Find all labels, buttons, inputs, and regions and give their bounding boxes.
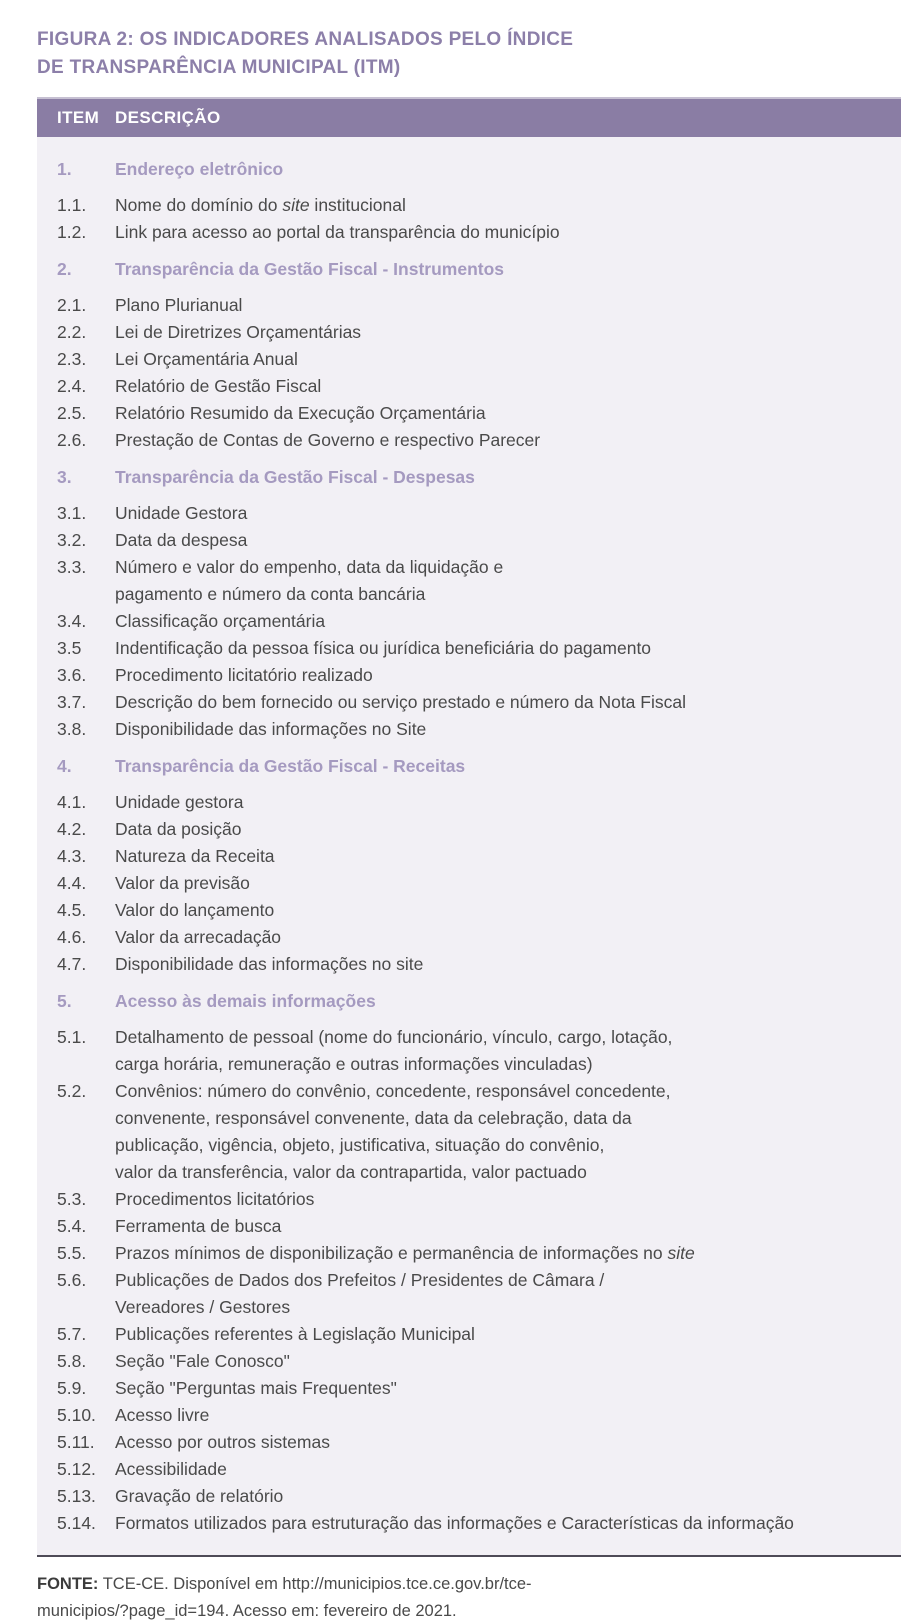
text-fragment: Valor do lançamento bbox=[115, 900, 275, 920]
description-line bbox=[115, 1051, 881, 1078]
text-fragment: Lei de Diretrizes Orçamentárias bbox=[115, 322, 362, 342]
row-description bbox=[115, 608, 881, 635]
column-header-item: ITEM bbox=[57, 108, 100, 127]
description-line bbox=[115, 219, 881, 246]
source-note bbox=[37, 1571, 901, 1623]
row-number: 3.5 bbox=[57, 638, 82, 658]
row-number: 2.4. bbox=[57, 376, 87, 396]
row-number: 5.7. bbox=[57, 1324, 87, 1344]
row-description bbox=[115, 1213, 881, 1240]
row-description bbox=[115, 789, 881, 816]
row-number: 5.13. bbox=[57, 1486, 96, 1506]
row-description bbox=[115, 843, 881, 870]
table-row bbox=[57, 1510, 881, 1537]
row-number: 4.3. bbox=[57, 846, 87, 866]
row-description bbox=[115, 319, 881, 346]
row-number: 1.2. bbox=[57, 222, 87, 242]
source-label: FONTE: bbox=[37, 1575, 99, 1593]
description-line bbox=[115, 1213, 881, 1240]
row-number: 4.7. bbox=[57, 954, 87, 974]
section-title: Acesso às demais informações bbox=[115, 991, 376, 1011]
row-description bbox=[115, 1429, 881, 1456]
table-row bbox=[57, 400, 881, 427]
row-number: 5.8. bbox=[57, 1351, 87, 1371]
section-title: Transparência da Gestão Fiscal - Instrumentos bbox=[115, 259, 505, 279]
text-fragment: Valor da arrecadação bbox=[115, 927, 282, 947]
description-line bbox=[115, 427, 881, 454]
table-row bbox=[57, 924, 881, 951]
description-line bbox=[115, 1456, 881, 1483]
section-heading bbox=[57, 156, 881, 183]
row-description bbox=[115, 897, 881, 924]
row-number: 2.2. bbox=[57, 322, 87, 342]
description-line bbox=[115, 1132, 881, 1159]
text-fragment: Link para acesso ao portal da transparência do município bbox=[115, 222, 560, 242]
table-row bbox=[57, 789, 881, 816]
section-title: Transparência da Gestão Fiscal - Receitas bbox=[115, 756, 466, 776]
text-fragment: institucional bbox=[309, 195, 406, 215]
row-description bbox=[115, 716, 881, 743]
text-fragment: Seção "Fale Conosco" bbox=[115, 1351, 290, 1371]
description-line bbox=[115, 816, 881, 843]
text-fragment: Unidade gestora bbox=[115, 792, 244, 812]
text-fragment: Valor da previsão bbox=[115, 873, 250, 893]
text-fragment: Formatos utilizados para estruturação das informações e Características da informação bbox=[115, 1513, 794, 1533]
description-line bbox=[115, 608, 881, 635]
text-fragment: Vereadores / Gestores bbox=[115, 1297, 291, 1317]
row-description bbox=[115, 1078, 881, 1186]
text-fragment: Número e valor do empenho, data da liquidação e bbox=[115, 557, 504, 577]
table-row bbox=[57, 427, 881, 454]
row-number: 5.4. bbox=[57, 1216, 87, 1236]
description-line bbox=[115, 192, 881, 219]
section-number: 5. bbox=[57, 991, 72, 1011]
row-number: 5.3. bbox=[57, 1189, 87, 1209]
description-line bbox=[115, 500, 881, 527]
row-number: 4.5. bbox=[57, 900, 87, 920]
table-row bbox=[57, 689, 881, 716]
row-description bbox=[115, 924, 881, 951]
description-line bbox=[115, 346, 881, 373]
row-number: 5.1. bbox=[57, 1027, 87, 1047]
row-number: 3.7. bbox=[57, 692, 87, 712]
description-line bbox=[115, 1240, 881, 1267]
row-description bbox=[115, 500, 881, 527]
row-number: 2.1. bbox=[57, 295, 87, 315]
text-fragment: Ferramenta de busca bbox=[115, 1216, 282, 1236]
table-row bbox=[57, 554, 881, 608]
description-line bbox=[115, 1078, 881, 1105]
itm-indicators-table bbox=[37, 97, 901, 1557]
description-line bbox=[115, 1024, 881, 1051]
table-row bbox=[57, 500, 881, 527]
row-number: 2.3. bbox=[57, 349, 87, 369]
row-number: 3.1. bbox=[57, 503, 87, 523]
description-line bbox=[115, 1267, 881, 1294]
text-fragment: Acesso por outros sistemas bbox=[115, 1432, 330, 1452]
row-description bbox=[115, 1024, 881, 1078]
text-fragment: Publicações de Dados dos Prefeitos / Presidentes de Câmara / bbox=[115, 1270, 605, 1290]
table-row bbox=[57, 716, 881, 743]
table-row bbox=[57, 319, 881, 346]
text-fragment: Disponibilidade das informações no site bbox=[115, 954, 424, 974]
description-line bbox=[115, 716, 881, 743]
row-description bbox=[115, 1267, 881, 1321]
text-fragment: Acessibilidade bbox=[115, 1459, 227, 1479]
row-number: 4.6. bbox=[57, 927, 87, 947]
table-row bbox=[57, 1429, 881, 1456]
description-line bbox=[115, 662, 881, 689]
row-number: 3.6. bbox=[57, 665, 87, 685]
description-line bbox=[115, 1159, 881, 1186]
table-row bbox=[57, 219, 881, 246]
text-fragment: Procedimentos licitatórios bbox=[115, 1189, 315, 1209]
text-fragment: Seção "Perguntas mais Frequentes" bbox=[115, 1378, 397, 1398]
description-line bbox=[115, 897, 881, 924]
text-fragment: Data da despesa bbox=[115, 530, 248, 550]
row-number: 5.2. bbox=[57, 1081, 87, 1101]
row-description bbox=[115, 689, 881, 716]
section-heading bbox=[57, 256, 881, 283]
description-line bbox=[115, 1402, 881, 1429]
text-fragment: convenente, responsável convenente, data da celebração, data da bbox=[115, 1108, 632, 1128]
table-body bbox=[37, 137, 901, 1557]
table-row bbox=[57, 527, 881, 554]
table-row bbox=[57, 1078, 881, 1186]
figure-title bbox=[37, 26, 901, 81]
row-description bbox=[115, 1402, 881, 1429]
row-number: 5.11. bbox=[57, 1432, 95, 1452]
text-fragment: Convênios: número do convênio, concedente, responsável concedente, bbox=[115, 1081, 671, 1101]
row-description bbox=[115, 662, 881, 689]
row-number: 4.1. bbox=[57, 792, 87, 812]
description-line bbox=[115, 635, 881, 662]
section-number: 2. bbox=[57, 259, 72, 279]
description-line bbox=[115, 400, 881, 427]
source-line2: municipios/?page_id=194. Acesso em: fevereiro de 2021. bbox=[37, 1602, 457, 1620]
section-title: Transparência da Gestão Fiscal - Despesas bbox=[115, 467, 475, 487]
text-fragment: Nome do domínio do bbox=[115, 195, 283, 215]
description-line bbox=[115, 1510, 881, 1537]
description-line bbox=[115, 1294, 881, 1321]
row-number: 2.5. bbox=[57, 403, 87, 423]
description-line bbox=[115, 581, 881, 608]
row-number: 5.6. bbox=[57, 1270, 87, 1290]
figure-title-line1: FIGURA 2: OS INDICADORES ANALISADOS PELO ÍNDICE bbox=[37, 29, 574, 50]
text-fragment: Relatório Resumido da Execução Orçamentária bbox=[115, 403, 486, 423]
row-description bbox=[115, 400, 881, 427]
text-fragment: valor da transferência, valor da contrapartida, valor pactuado bbox=[115, 1162, 587, 1182]
description-line bbox=[115, 1348, 881, 1375]
text-fragment: Gravação de relatório bbox=[115, 1486, 284, 1506]
text-fragment: carga horária, remuneração e outras informações vinculadas) bbox=[115, 1054, 593, 1074]
description-line bbox=[115, 1321, 881, 1348]
row-description bbox=[115, 292, 881, 319]
row-description bbox=[115, 554, 881, 608]
table-row bbox=[57, 346, 881, 373]
table-row bbox=[57, 1213, 881, 1240]
text-fragment: Data da posição bbox=[115, 819, 242, 839]
row-description bbox=[115, 816, 881, 843]
table-row bbox=[57, 1267, 881, 1321]
table-row bbox=[57, 951, 881, 978]
row-number: 3.3. bbox=[57, 557, 87, 577]
table-row bbox=[57, 1348, 881, 1375]
table-row bbox=[57, 870, 881, 897]
section-number: 4. bbox=[57, 756, 72, 776]
row-number: 5.14. bbox=[57, 1513, 96, 1533]
italic-text: site bbox=[282, 195, 310, 215]
text-fragment: Detalhamento de pessoal (nome do funcionário, vínculo, cargo, lotação, bbox=[115, 1027, 673, 1047]
source-line1: TCE-CE. Disponível em http://municipios.tce.ce.gov.br/tce- bbox=[98, 1575, 532, 1593]
table-row bbox=[57, 292, 881, 319]
description-line bbox=[115, 292, 881, 319]
row-number: 3.4. bbox=[57, 611, 87, 631]
text-fragment: Unidade Gestora bbox=[115, 503, 248, 523]
section-number: 3. bbox=[57, 467, 72, 487]
description-line bbox=[115, 951, 881, 978]
figure-title-line2: DE TRANSPARÊNCIA MUNICIPAL (ITM) bbox=[37, 56, 401, 78]
row-description bbox=[115, 427, 881, 454]
row-number: 4.4. bbox=[57, 873, 87, 893]
text-fragment: Acesso livre bbox=[115, 1405, 210, 1425]
description-line bbox=[115, 843, 881, 870]
section-title: Endereço eletrônico bbox=[115, 159, 284, 179]
description-line bbox=[115, 1483, 881, 1510]
row-number: 5.12. bbox=[57, 1459, 96, 1479]
row-description bbox=[115, 1456, 881, 1483]
column-header-description: DESCRIÇÃO bbox=[115, 108, 221, 127]
section-number: 1. bbox=[57, 159, 72, 179]
text-fragment: pagamento e número da conta bancária bbox=[115, 584, 426, 604]
description-line bbox=[115, 1105, 881, 1132]
table-row bbox=[57, 608, 881, 635]
row-number: 5.10. bbox=[57, 1405, 96, 1425]
row-description bbox=[115, 1186, 881, 1213]
row-description bbox=[115, 1240, 881, 1267]
text-fragment: Procedimento licitatório realizado bbox=[115, 665, 373, 685]
row-description bbox=[115, 219, 881, 246]
row-number: 5.9. bbox=[57, 1378, 87, 1398]
row-description bbox=[115, 192, 881, 219]
description-line bbox=[115, 1375, 881, 1402]
row-description bbox=[115, 1321, 881, 1348]
table-row bbox=[57, 1024, 881, 1078]
text-fragment: Natureza da Receita bbox=[115, 846, 275, 866]
row-description bbox=[115, 1375, 881, 1402]
table-row bbox=[57, 897, 881, 924]
row-number: 5.5. bbox=[57, 1243, 87, 1263]
text-fragment: Descrição do bem fornecido ou serviço prestado e número da Nota Fiscal bbox=[115, 692, 686, 712]
table-row bbox=[57, 1402, 881, 1429]
row-description bbox=[115, 373, 881, 400]
text-fragment: Classificação orçamentária bbox=[115, 611, 326, 631]
row-description bbox=[115, 527, 881, 554]
description-line bbox=[115, 554, 881, 581]
table-row bbox=[57, 373, 881, 400]
table-row bbox=[57, 635, 881, 662]
section-heading bbox=[57, 988, 881, 1015]
text-fragment: Prazos mínimos de disponibilização e permanência de informações no bbox=[115, 1243, 668, 1263]
text-fragment: Prestação de Contas de Governo e respectivo Parecer bbox=[115, 430, 541, 450]
description-line bbox=[115, 1429, 881, 1456]
table-row bbox=[57, 1483, 881, 1510]
description-line bbox=[115, 319, 881, 346]
table-row bbox=[57, 1240, 881, 1267]
text-fragment: Indentificação da pessoa física ou jurídica beneficiária do pagamento bbox=[115, 638, 652, 658]
row-number: 4.2. bbox=[57, 819, 87, 839]
table-row bbox=[57, 662, 881, 689]
table-row bbox=[57, 1456, 881, 1483]
row-description bbox=[115, 346, 881, 373]
row-number: 3.2. bbox=[57, 530, 87, 550]
text-fragment: Publicações referentes à Legislação Municipal bbox=[115, 1324, 475, 1344]
description-line bbox=[115, 924, 881, 951]
row-number: 1.1. bbox=[57, 195, 87, 215]
text-fragment: Disponibilidade das informações no Site bbox=[115, 719, 427, 739]
row-description bbox=[115, 1348, 881, 1375]
table-row bbox=[57, 1186, 881, 1213]
description-line bbox=[115, 689, 881, 716]
text-fragment: Relatório de Gestão Fiscal bbox=[115, 376, 322, 396]
row-description bbox=[115, 870, 881, 897]
description-line bbox=[115, 870, 881, 897]
text-fragment: Plano Plurianual bbox=[115, 295, 243, 315]
row-description bbox=[115, 1510, 881, 1537]
table-row bbox=[57, 816, 881, 843]
section-heading bbox=[57, 464, 881, 491]
table-row bbox=[57, 1321, 881, 1348]
row-description bbox=[115, 1483, 881, 1510]
table-row bbox=[57, 1375, 881, 1402]
row-description bbox=[115, 635, 881, 662]
italic-text: site bbox=[667, 1243, 695, 1263]
text-fragment: Lei Orçamentária Anual bbox=[115, 349, 298, 369]
description-line bbox=[115, 1186, 881, 1213]
row-description bbox=[115, 951, 881, 978]
description-line bbox=[115, 789, 881, 816]
row-number: 3.8. bbox=[57, 719, 87, 739]
row-number: 2.6. bbox=[57, 430, 87, 450]
section-heading bbox=[57, 753, 881, 780]
table-row bbox=[57, 843, 881, 870]
description-line bbox=[115, 527, 881, 554]
description-line bbox=[115, 373, 881, 400]
table-row bbox=[57, 192, 881, 219]
text-fragment: publicação, vigência, objeto, justificativa, situação do convênio, bbox=[115, 1135, 605, 1155]
table-header-row bbox=[37, 97, 901, 137]
